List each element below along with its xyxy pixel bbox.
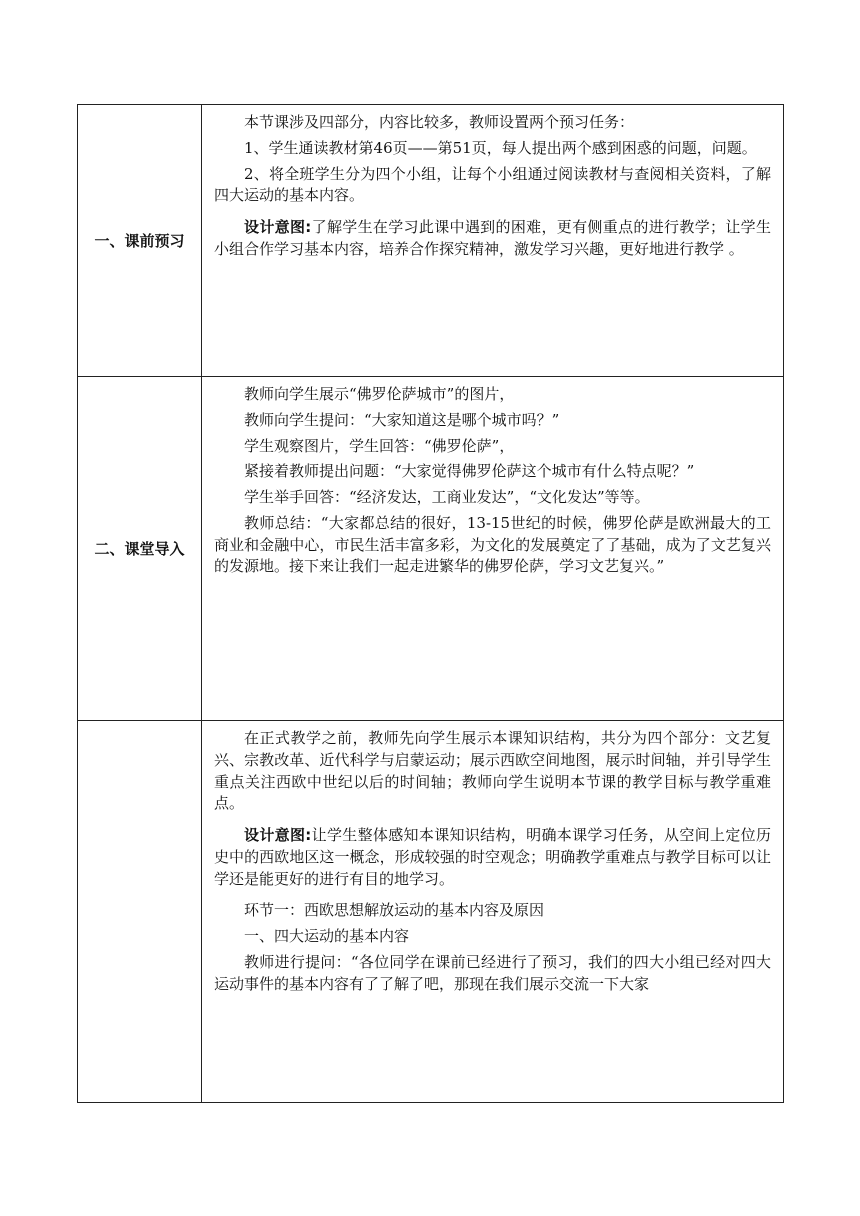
row-label-preview: 一、课前预习 [78,105,202,377]
row-content-intro [202,377,784,721]
paragraph: 教师向学生展示“佛罗伦萨城市”的图片， [244,385,515,403]
paragraph: 2、将全班学生分为四个小组，让每个小组通过阅读教材与查阅相关资料，了解四大运动的基本内容。 [214,164,771,205]
paragraph: 教师向学生提问：“大家知道这是哪个城市吗？” [244,410,560,429]
paragraph: 本节课涉及四部分，内容比较多，教师设置两个预习任务： [244,113,635,131]
paragraph: 环节一：西欧思想解放运动的基本内容及原因 [244,901,545,920]
paragraph: 1、学生通读教材第46页——第51页，每人提出两个感到困惑的问题，问题。 [244,138,757,157]
design-intent-paragraph [214,825,771,890]
design-intent-label: 设计意图: [244,218,312,236]
design-intent-text: 让学生整体感知本课知识结构，明确本课学习任务，从空间上定位历史中的西欧地区这一概念，形成较强的时空观念；明确教学重难点与教学目标可以让学还是能更好的进行有目的地学习。 [214,826,771,888]
paragraph: 紧接着教师提出问题：“大家觉得佛罗伦萨这个城市有什么特点呢？” [244,462,695,481]
paragraph: 教师进行提问：“各位同学在课前已经进行了预习，我们的四大小组已经对四大运动事件的基本内容有了了解了吧，那现在我们展示交流一下大家 [214,952,771,993]
paragraph: 一、四大运动的基本内容 [244,927,410,945]
paragraph: 教师总结：“大家都总结的很好，13-15世纪的时候，佛罗伦萨是欧洲最大的工商业和金融中心，市民生活丰富多彩，为文化的发展奠定了了基础，成为了文艺复兴的发源地。接下来让我们一起走进繁华的佛罗伦萨，学习文艺复兴。” [214,513,771,576]
table-row [78,721,784,1103]
design-intent-paragraph [214,217,771,261]
row-content-preview [202,105,784,377]
lesson-plan-table [77,104,784,1103]
design-intent-text: 了解学生在学习此课中遇到的困难，更有侧重点的进行教学；让学生小组合作学习基本内容，培养合作探究精神，激发学习兴趣，更好地进行教学 。 [214,218,771,258]
paragraph: 学生举手回答：“经济发达，工商业发达”，“文化发达”等等。 [244,488,650,506]
paragraph: 学生观察图片，学生回答：“佛罗伦萨”， [244,436,515,455]
row-content-teaching [202,721,784,1103]
table-row [78,377,784,721]
paragraph: 在正式教学之前，教师先向学生展示本课知识结构，共分为四个部分：文艺复兴、宗教改革、近代科学与启蒙运动；展示西欧空间地图，展示时间轴，并引导学生重点关注西欧中世纪以后的时间轴；教师向学生说明本节课的教学目标与教学重难点。 [214,729,771,813]
table-row [78,105,784,377]
row-label-empty [78,721,202,1103]
row-label-intro: 二、课堂导入 [78,377,202,721]
design-intent-label: 设计意图: [244,826,312,844]
